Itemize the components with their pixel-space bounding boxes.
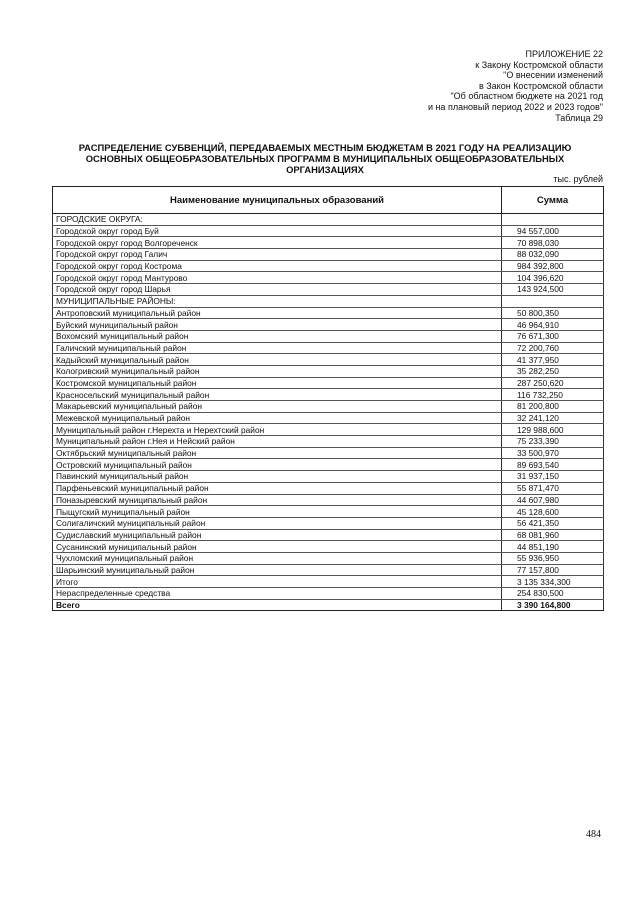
table-row	[53, 225, 604, 237]
table-row	[53, 459, 604, 471]
total-row	[53, 599, 604, 611]
table-row	[53, 541, 604, 553]
document-title	[70, 142, 580, 175]
row-sum: 45 128,600	[502, 506, 604, 518]
row-name: Поназыревский муниципальный район	[53, 494, 502, 506]
row-name: Пыщугский муниципальный район	[53, 506, 502, 518]
row-sum: 143 924,500	[502, 284, 604, 296]
row-sum: 3 135 334,300	[502, 576, 604, 588]
table-row	[53, 447, 604, 459]
row-name: Галичский муниципальный район	[53, 342, 502, 354]
page-number: 484	[586, 829, 601, 840]
header-sum: Сумма	[502, 187, 604, 214]
units-label: тыс. рублей	[553, 174, 603, 184]
row-sum: 94 557,000	[502, 225, 604, 237]
row-name: Судиславский муниципальный район	[53, 529, 502, 541]
row-sum: 41 377,950	[502, 354, 604, 366]
table-row	[53, 506, 604, 518]
row-name: Кадыйский муниципальный район	[53, 354, 502, 366]
table-row	[53, 284, 604, 296]
appendix-line: "О внесении изменений	[503, 70, 603, 81]
row-sum: 32 241,120	[502, 412, 604, 424]
row-name: Буйский муниципальный район	[53, 319, 502, 331]
row-sum: 55 936,950	[502, 552, 604, 564]
row-name: Макарьевский муниципальный район	[53, 401, 502, 413]
row-name: Красносельский муниципальный район	[53, 389, 502, 401]
row-sum	[502, 295, 604, 307]
row-name: Городской округ город Мантурово	[53, 272, 502, 284]
row-name: Костромской муниципальный район	[53, 377, 502, 389]
table-row	[53, 401, 604, 413]
row-name: Муниципальный район г.Нерехта и Нерехтский район	[53, 424, 502, 436]
table-row	[53, 342, 604, 354]
appendix-line: Таблица 29	[555, 112, 603, 123]
appendix-line: ПРИЛОЖЕНИЕ 22	[525, 49, 603, 59]
table-row	[53, 529, 604, 541]
title-line: ОСНОВНЫХ ОБЩЕОБРАЗОВАТЕЛЬНЫХ ПРОГРАММ В МУНИЦИПАЛЬНЫХ ОБЩЕОБРАЗОВАТЕЛЬНЫХ	[85, 153, 565, 164]
table-row	[53, 319, 604, 331]
row-sum: 35 282,250	[502, 365, 604, 377]
row-sum	[502, 214, 604, 226]
row-sum: 50 800,350	[502, 307, 604, 319]
table-row	[53, 249, 604, 261]
row-name: Городской округ город Кострома	[53, 260, 502, 272]
row-name: Павинский муниципальный район	[53, 471, 502, 483]
row-sum: 31 937,150	[502, 471, 604, 483]
row-name: МУНИЦИПАЛЬНЫЕ РАЙОНЫ:	[53, 295, 502, 307]
row-name: Солигаличский муниципальный район	[53, 517, 502, 529]
row-name: Муниципальный район г.Нея и Нейский район	[53, 436, 502, 448]
table-row	[53, 436, 604, 448]
table-row	[53, 588, 604, 600]
table-row	[53, 214, 604, 226]
total-sum: 3 390 164,800	[502, 599, 604, 611]
table-row	[53, 412, 604, 424]
table-row	[53, 237, 604, 249]
row-sum: 77 157,800	[502, 564, 604, 576]
row-name: Городской округ город Шарья	[53, 284, 502, 296]
appendix-line: и на плановый период 2022 и 2023 годов"	[427, 101, 603, 112]
row-sum: 88 032,090	[502, 249, 604, 261]
row-name: Чухломский муниципальный район	[53, 552, 502, 564]
appendix-line: "Об областном бюджете на 2021 год	[450, 91, 603, 102]
row-name: Островский муниципальный район	[53, 459, 502, 471]
table-row	[53, 272, 604, 284]
row-sum: 104 396,620	[502, 272, 604, 284]
table-row	[53, 564, 604, 576]
table-row	[53, 494, 604, 506]
title-line: РАСПРЕДЕЛЕНИЕ СУБВЕНЦИЙ, ПЕРЕДАВАЕМЫХ МЕСТНЫМ БЮДЖЕТАМ В 2021 ГОДУ НА РЕАЛИЗАЦИЮ	[78, 142, 572, 153]
row-sum: 46 964,910	[502, 319, 604, 331]
row-sum: 89 693,540	[502, 459, 604, 471]
row-name: ГОРОДСКИЕ ОКРУГА:	[53, 214, 502, 226]
header-name: Наименование муниципальных образований	[53, 187, 502, 214]
row-sum: 72 200,760	[502, 342, 604, 354]
row-sum: 33 500,970	[502, 447, 604, 459]
row-name: Нераспределенные средства	[53, 588, 502, 600]
row-sum: 129 988,600	[502, 424, 604, 436]
row-name: Антроповский муниципальный район	[53, 307, 502, 319]
row-sum: 75 233,390	[502, 436, 604, 448]
row-name: Городской округ город Буй	[53, 225, 502, 237]
table-row	[53, 517, 604, 529]
title-line: ОРГАНИЗАЦИЯХ	[286, 164, 364, 175]
row-sum: 116 732,250	[502, 389, 604, 401]
row-sum: 76 671,300	[502, 330, 604, 342]
row-name: Парфеньевский муниципальный район	[53, 482, 502, 494]
table-row	[53, 307, 604, 319]
row-name: Итого	[53, 576, 502, 588]
row-sum: 81 200,800	[502, 401, 604, 413]
table-row	[53, 424, 604, 436]
row-sum: 287 250,620	[502, 377, 604, 389]
row-sum: 984 392,800	[502, 260, 604, 272]
row-sum: 44 851,190	[502, 541, 604, 553]
row-sum: 44 607,980	[502, 494, 604, 506]
table-row	[53, 471, 604, 483]
table-header-row	[53, 187, 604, 214]
appendix-line: к Закону Костромской области	[475, 59, 603, 70]
row-sum: 68 081,960	[502, 529, 604, 541]
table-row	[53, 552, 604, 564]
table-row	[53, 295, 604, 307]
row-sum: 55 871,470	[502, 482, 604, 494]
row-name: Городской округ город Галич	[53, 249, 502, 261]
table-row	[53, 482, 604, 494]
row-name: Сусанинский муниципальный район	[53, 541, 502, 553]
row-name: Городской округ город Волгореченск	[53, 237, 502, 249]
table-row	[53, 365, 604, 377]
total-name: Всего	[53, 599, 502, 611]
row-sum: 254 830,500	[502, 588, 604, 600]
table-row	[53, 260, 604, 272]
table-row	[53, 389, 604, 401]
table-body	[53, 214, 604, 611]
table-row	[53, 330, 604, 342]
row-sum: 56 421,350	[502, 517, 604, 529]
appendix-line: в Закон Костромской области	[478, 80, 603, 91]
row-name: Шарьинский муниципальный район	[53, 564, 502, 576]
appendix-header	[343, 49, 603, 123]
subsidy-table	[52, 186, 604, 611]
row-name: Кологривский муниципальный район	[53, 365, 502, 377]
row-name: Октябрьский муниципальный район	[53, 447, 502, 459]
row-sum: 70 898,030	[502, 237, 604, 249]
row-name: Вохомский муниципальный район	[53, 330, 502, 342]
table-row	[53, 354, 604, 366]
row-name: Межевской муниципальный район	[53, 412, 502, 424]
table-row	[53, 377, 604, 389]
table-row	[53, 576, 604, 588]
